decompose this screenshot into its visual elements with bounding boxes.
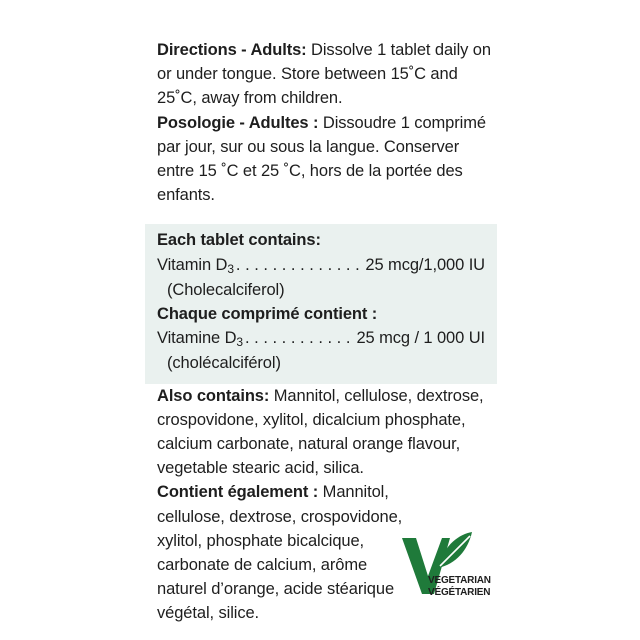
vegetarian-line2: VÉGÉTARIEN [428, 587, 491, 598]
directions-fr-heading: Posologie - Adultes : [157, 113, 319, 132]
directions-en-heading: Directions - Adults: [157, 41, 307, 59]
ingredient-amount-fr: 25 mcg / 1 000 UI [356, 329, 485, 348]
directions-fr [145, 111, 497, 208]
directions-fr-text: Dissoudre 1 comprimé par jour, sur ou sous la langue. Conserver entre 15 ˚C et 25 ˚C, hors de la portée des enfants. [157, 113, 486, 205]
vegetarian-line1: VEGETARIAN [428, 575, 491, 586]
ingredient-name-en: Vitamin D3 [157, 255, 234, 276]
leader-dots [245, 326, 352, 350]
ingredient-row-en [157, 253, 485, 278]
also-en-heading: Also contains: [157, 386, 270, 405]
directions-en-text: Dissolve 1 tablet daily on or under tongue. Store between 15˚C and 25˚C, away from children. [157, 41, 491, 108]
subscript-fr: 3 [236, 335, 243, 350]
also-en-text: Mannitol, cellulose, dextrose, crospovidone, xylitol, dicalcium phosphate, calcium carbonate, natural orange flavour, vegetable stearic acid, silica. [157, 386, 484, 478]
subscript-en: 3 [227, 261, 234, 276]
ingredients-en-heading: Each tablet contains: [157, 231, 321, 250]
ingredient-source-fr: (cholécalciférol) [167, 354, 281, 373]
ingredient-amount-en: 25 mcg/1,000 IU [365, 255, 485, 274]
ingredient-name-fr: Vitamine D3 [157, 329, 243, 350]
also-fr-text: Mannitol, cellulose, dextrose, crospovidone, xylitol, phosphate bicalcique, carbonate de calcium, arôme naturel d’orange, acide stéarique végétal, silice. [157, 483, 403, 623]
ingredients-fr-heading: Chaque comprimé contient : [157, 305, 378, 324]
ingredient-row-fr [157, 326, 485, 351]
vegetarian-badge [428, 575, 491, 599]
also-contains-en [145, 384, 497, 481]
leader-dots [236, 253, 362, 277]
ingredients-panel [145, 224, 497, 383]
directions-en [145, 38, 497, 111]
ingredient-source-en: (Cholecalciferol) [167, 280, 285, 299]
also-fr-heading: Contient également : [157, 483, 319, 502]
